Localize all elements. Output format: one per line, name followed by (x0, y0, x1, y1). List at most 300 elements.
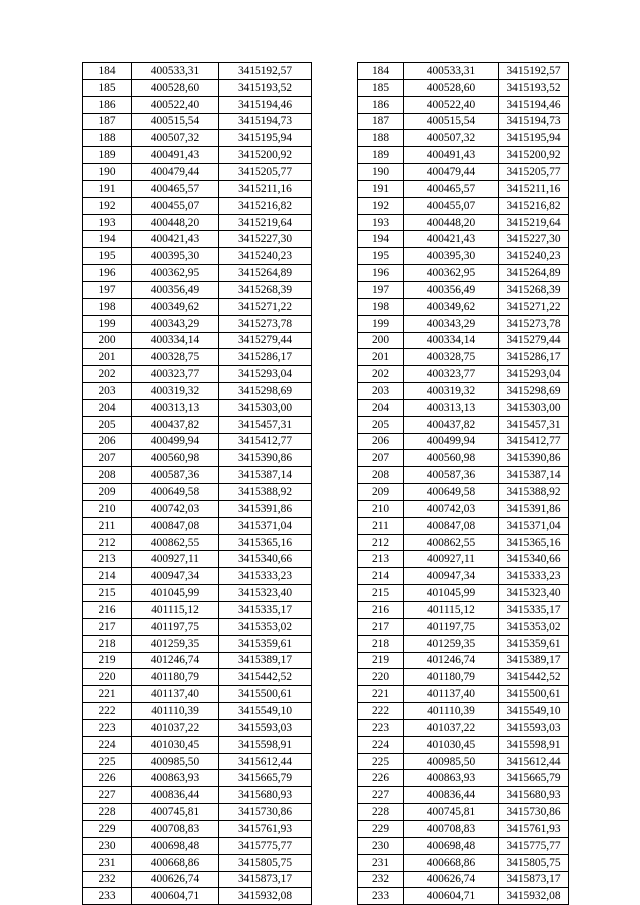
table-row (83, 281, 569, 298)
x-coordinate-cell: 400522,40 (404, 96, 499, 113)
table-row (83, 686, 569, 703)
y-coordinate-cell: 3415240,23 (499, 248, 569, 265)
point-number-cell: 226 (358, 770, 404, 787)
y-coordinate-cell: 3415387,14 (499, 467, 569, 484)
point-number-cell: 233 (83, 888, 132, 905)
gap-cell (312, 164, 358, 181)
gap-cell (312, 79, 358, 96)
y-coordinate-cell: 3415761,93 (499, 820, 569, 837)
x-coordinate-cell: 400448,20 (404, 214, 499, 231)
x-coordinate-cell: 401197,75 (132, 618, 219, 635)
table-row (83, 399, 569, 416)
y-coordinate-cell: 3415371,04 (219, 517, 312, 534)
point-number-cell: 231 (83, 854, 132, 871)
gap-cell (312, 214, 358, 231)
point-number-cell: 216 (83, 602, 132, 619)
x-coordinate-cell: 400626,74 (132, 871, 219, 888)
y-coordinate-cell: 3415387,14 (219, 467, 312, 484)
gap-cell (312, 248, 358, 265)
y-coordinate-cell: 3415200,92 (219, 147, 312, 164)
x-coordinate-cell: 400362,95 (404, 265, 499, 282)
x-coordinate-cell: 400343,29 (404, 315, 499, 332)
x-coordinate-cell: 400863,93 (404, 770, 499, 787)
gap-cell (312, 96, 358, 113)
table-row (83, 753, 569, 770)
x-coordinate-cell: 401259,35 (132, 635, 219, 652)
gap-cell (312, 113, 358, 130)
y-coordinate-cell: 3415391,86 (219, 500, 312, 517)
table-row (83, 433, 569, 450)
point-number-cell: 221 (83, 686, 132, 703)
y-coordinate-cell: 3415227,30 (499, 231, 569, 248)
x-coordinate-cell: 401137,40 (404, 686, 499, 703)
gap-cell (312, 602, 358, 619)
point-number-cell: 220 (83, 669, 132, 686)
point-number-cell: 212 (358, 534, 404, 551)
gap-cell (312, 854, 358, 871)
y-coordinate-cell: 3415932,08 (499, 888, 569, 905)
point-number-cell: 210 (358, 500, 404, 517)
point-number-cell: 201 (83, 349, 132, 366)
x-coordinate-cell: 400985,50 (404, 753, 499, 770)
x-coordinate-cell: 401246,74 (404, 652, 499, 669)
point-number-cell: 199 (83, 315, 132, 332)
y-coordinate-cell: 3415353,02 (219, 618, 312, 635)
x-coordinate-cell: 401180,79 (404, 669, 499, 686)
y-coordinate-cell: 3415680,93 (219, 787, 312, 804)
x-coordinate-cell: 400313,13 (404, 399, 499, 416)
point-number-cell: 208 (358, 467, 404, 484)
table-row (83, 484, 569, 501)
point-number-cell: 225 (83, 753, 132, 770)
table-row (83, 349, 569, 366)
y-coordinate-cell: 3415593,03 (499, 719, 569, 736)
point-number-cell: 199 (358, 315, 404, 332)
point-number-cell: 190 (83, 164, 132, 181)
point-number-cell: 231 (358, 854, 404, 871)
x-coordinate-cell: 400465,57 (404, 180, 499, 197)
y-coordinate-cell: 3415279,44 (499, 332, 569, 349)
x-coordinate-cell: 400863,93 (132, 770, 219, 787)
table-row (83, 265, 569, 282)
y-coordinate-cell: 3415298,69 (499, 383, 569, 400)
y-coordinate-cell: 3415388,92 (219, 484, 312, 501)
x-coordinate-cell: 400533,31 (404, 63, 499, 80)
gap-cell (312, 820, 358, 837)
y-coordinate-cell: 3415775,77 (499, 837, 569, 854)
x-coordinate-cell: 400323,77 (132, 366, 219, 383)
x-coordinate-cell: 400421,43 (132, 231, 219, 248)
x-coordinate-cell: 400708,83 (132, 820, 219, 837)
x-coordinate-cell: 400927,11 (132, 551, 219, 568)
y-coordinate-cell: 3415303,00 (219, 399, 312, 416)
point-number-cell: 206 (83, 433, 132, 450)
gap-cell (312, 635, 358, 652)
gap-cell (312, 804, 358, 821)
y-coordinate-cell: 3415359,61 (219, 635, 312, 652)
gap-cell (312, 315, 358, 332)
point-number-cell: 229 (83, 820, 132, 837)
x-coordinate-cell: 400742,03 (404, 500, 499, 517)
point-number-cell: 226 (83, 770, 132, 787)
gap-cell (312, 652, 358, 669)
y-coordinate-cell: 3415216,82 (499, 197, 569, 214)
y-coordinate-cell: 3415442,52 (499, 669, 569, 686)
y-coordinate-cell: 3415593,03 (219, 719, 312, 736)
point-number-cell: 188 (358, 130, 404, 147)
table-row (83, 164, 569, 181)
gap-cell (312, 753, 358, 770)
y-coordinate-cell: 3415335,17 (499, 602, 569, 619)
table-row (83, 888, 569, 905)
x-coordinate-cell: 400560,98 (404, 450, 499, 467)
y-coordinate-cell: 3415273,78 (219, 315, 312, 332)
table-row (83, 79, 569, 96)
gap-cell (312, 669, 358, 686)
x-coordinate-cell: 401137,40 (132, 686, 219, 703)
table-row (83, 854, 569, 871)
y-coordinate-cell: 3415323,40 (499, 585, 569, 602)
x-coordinate-cell: 400491,43 (404, 147, 499, 164)
point-number-cell: 202 (83, 366, 132, 383)
x-coordinate-cell: 400528,60 (132, 79, 219, 96)
point-number-cell: 200 (358, 332, 404, 349)
point-number-cell: 201 (358, 349, 404, 366)
x-coordinate-cell: 400448,20 (132, 214, 219, 231)
y-coordinate-cell: 3415194,46 (499, 96, 569, 113)
point-number-cell: 185 (358, 79, 404, 96)
y-coordinate-cell: 3415192,57 (219, 63, 312, 80)
point-number-cell: 187 (358, 113, 404, 130)
x-coordinate-cell: 401115,12 (132, 602, 219, 619)
y-coordinate-cell: 3415340,66 (499, 551, 569, 568)
table-row (83, 467, 569, 484)
y-coordinate-cell: 3415273,78 (499, 315, 569, 332)
y-coordinate-cell: 3415873,17 (219, 871, 312, 888)
y-coordinate-cell: 3415264,89 (499, 265, 569, 282)
y-coordinate-cell: 3415442,52 (219, 669, 312, 686)
x-coordinate-cell: 400668,86 (132, 854, 219, 871)
y-coordinate-cell: 3415194,46 (219, 96, 312, 113)
gap-cell (312, 450, 358, 467)
x-coordinate-cell: 400649,58 (132, 484, 219, 501)
x-coordinate-cell: 400499,94 (132, 433, 219, 450)
x-coordinate-cell: 401246,74 (132, 652, 219, 669)
gap-cell (312, 332, 358, 349)
point-number-cell: 230 (83, 837, 132, 854)
point-number-cell: 195 (358, 248, 404, 265)
x-coordinate-cell: 400455,07 (132, 197, 219, 214)
x-coordinate-cell: 400947,34 (132, 568, 219, 585)
point-number-cell: 200 (83, 332, 132, 349)
table-row (83, 298, 569, 315)
point-number-cell: 222 (358, 703, 404, 720)
x-coordinate-cell: 400328,75 (404, 349, 499, 366)
table-row (83, 147, 569, 164)
gap-cell (312, 433, 358, 450)
table-row (83, 366, 569, 383)
x-coordinate-cell: 400698,48 (132, 837, 219, 854)
point-number-cell: 191 (83, 180, 132, 197)
x-coordinate-cell: 400362,95 (132, 265, 219, 282)
x-coordinate-cell: 400742,03 (132, 500, 219, 517)
table-row (83, 197, 569, 214)
y-coordinate-cell: 3415665,79 (499, 770, 569, 787)
y-coordinate-cell: 3415805,75 (219, 854, 312, 871)
y-coordinate-cell: 3415775,77 (219, 837, 312, 854)
x-coordinate-cell: 400455,07 (404, 197, 499, 214)
x-coordinate-cell: 400528,60 (404, 79, 499, 96)
y-coordinate-cell: 3415353,02 (499, 618, 569, 635)
y-coordinate-cell: 3415240,23 (219, 248, 312, 265)
point-number-cell: 207 (358, 450, 404, 467)
point-number-cell: 221 (358, 686, 404, 703)
point-number-cell: 206 (358, 433, 404, 450)
table-row (83, 416, 569, 433)
y-coordinate-cell: 3415193,52 (499, 79, 569, 96)
y-coordinate-cell: 3415549,10 (219, 703, 312, 720)
x-coordinate-cell: 401037,22 (404, 719, 499, 736)
point-number-cell: 211 (83, 517, 132, 534)
gap-cell (312, 871, 358, 888)
y-coordinate-cell: 3415200,92 (499, 147, 569, 164)
x-coordinate-cell: 400479,44 (404, 164, 499, 181)
x-coordinate-cell: 400437,82 (404, 416, 499, 433)
table-row (83, 517, 569, 534)
y-coordinate-cell: 3415286,17 (219, 349, 312, 366)
table-row (83, 248, 569, 265)
gap-cell (312, 399, 358, 416)
gap-cell (312, 703, 358, 720)
point-number-cell: 209 (83, 484, 132, 501)
point-number-cell: 230 (358, 837, 404, 854)
x-coordinate-cell: 400334,14 (132, 332, 219, 349)
point-number-cell: 205 (358, 416, 404, 433)
table-row (83, 383, 569, 400)
gap-cell (312, 500, 358, 517)
table-row (83, 332, 569, 349)
y-coordinate-cell: 3415271,22 (219, 298, 312, 315)
gap-cell (312, 467, 358, 484)
point-number-cell: 232 (83, 871, 132, 888)
gap-cell (312, 180, 358, 197)
y-coordinate-cell: 3415730,86 (499, 804, 569, 821)
y-coordinate-cell: 3415500,61 (499, 686, 569, 703)
y-coordinate-cell: 3415457,31 (219, 416, 312, 433)
gap-cell (312, 585, 358, 602)
x-coordinate-cell: 400465,57 (132, 180, 219, 197)
table-row (83, 214, 569, 231)
y-coordinate-cell: 3415211,16 (499, 180, 569, 197)
point-number-cell: 190 (358, 164, 404, 181)
y-coordinate-cell: 3415365,16 (499, 534, 569, 551)
point-number-cell: 202 (358, 366, 404, 383)
y-coordinate-cell: 3415219,64 (499, 214, 569, 231)
x-coordinate-cell: 400745,81 (404, 804, 499, 821)
point-number-cell: 219 (83, 652, 132, 669)
y-coordinate-cell: 3415359,61 (499, 635, 569, 652)
gap-cell (312, 383, 358, 400)
point-number-cell: 187 (83, 113, 132, 130)
table-row (83, 787, 569, 804)
table-row (83, 703, 569, 720)
table-row (83, 180, 569, 197)
table-body (83, 63, 569, 905)
x-coordinate-cell: 400836,44 (132, 787, 219, 804)
point-number-cell: 197 (358, 281, 404, 298)
point-number-cell: 207 (83, 450, 132, 467)
y-coordinate-cell: 3415390,86 (499, 450, 569, 467)
y-coordinate-cell: 3415293,04 (219, 366, 312, 383)
y-coordinate-cell: 3415805,75 (499, 854, 569, 871)
y-coordinate-cell: 3415333,23 (499, 568, 569, 585)
point-number-cell: 196 (83, 265, 132, 282)
point-number-cell: 184 (358, 63, 404, 80)
point-number-cell: 186 (358, 96, 404, 113)
y-coordinate-cell: 3415195,94 (219, 130, 312, 147)
point-number-cell: 229 (358, 820, 404, 837)
point-number-cell: 208 (83, 467, 132, 484)
point-number-cell: 217 (83, 618, 132, 635)
x-coordinate-cell: 400356,49 (404, 281, 499, 298)
table-row (83, 871, 569, 888)
point-number-cell: 192 (83, 197, 132, 214)
point-number-cell: 218 (358, 635, 404, 652)
point-number-cell: 195 (83, 248, 132, 265)
x-coordinate-cell: 401030,45 (132, 736, 219, 753)
table-row (83, 635, 569, 652)
y-coordinate-cell: 3415412,77 (499, 433, 569, 450)
x-coordinate-cell: 401180,79 (132, 669, 219, 686)
x-coordinate-cell: 400862,55 (132, 534, 219, 551)
point-number-cell: 193 (83, 214, 132, 231)
y-coordinate-cell: 3415216,82 (219, 197, 312, 214)
point-number-cell: 198 (83, 298, 132, 315)
x-coordinate-cell: 400491,43 (132, 147, 219, 164)
y-coordinate-cell: 3415335,17 (219, 602, 312, 619)
point-number-cell: 223 (358, 719, 404, 736)
table-row (83, 837, 569, 854)
gap-cell (312, 197, 358, 214)
table-row (83, 602, 569, 619)
y-coordinate-cell: 3415303,00 (499, 399, 569, 416)
y-coordinate-cell: 3415457,31 (499, 416, 569, 433)
gap-cell (312, 281, 358, 298)
table-row (83, 500, 569, 517)
y-coordinate-cell: 3415195,94 (499, 130, 569, 147)
point-number-cell: 217 (358, 618, 404, 635)
table-row (83, 96, 569, 113)
point-number-cell: 203 (83, 383, 132, 400)
y-coordinate-cell: 3415598,91 (219, 736, 312, 753)
x-coordinate-cell: 401030,45 (404, 736, 499, 753)
x-coordinate-cell: 401045,99 (132, 585, 219, 602)
y-coordinate-cell: 3415761,93 (219, 820, 312, 837)
point-number-cell: 224 (83, 736, 132, 753)
x-coordinate-cell: 400836,44 (404, 787, 499, 804)
y-coordinate-cell: 3415612,44 (219, 753, 312, 770)
y-coordinate-cell: 3415612,44 (499, 753, 569, 770)
gap-cell (312, 837, 358, 854)
gap-cell (312, 551, 358, 568)
gap-cell (312, 366, 358, 383)
point-number-cell: 212 (83, 534, 132, 551)
gap-cell (312, 147, 358, 164)
gap-cell (312, 719, 358, 736)
gap-cell (312, 686, 358, 703)
x-coordinate-cell: 400708,83 (404, 820, 499, 837)
point-number-cell: 213 (83, 551, 132, 568)
y-coordinate-cell: 3415665,79 (219, 770, 312, 787)
gap-cell (312, 517, 358, 534)
table-row (83, 804, 569, 821)
point-number-cell: 210 (83, 500, 132, 517)
x-coordinate-cell: 400356,49 (132, 281, 219, 298)
point-number-cell: 213 (358, 551, 404, 568)
gap-cell (312, 298, 358, 315)
y-coordinate-cell: 3415298,69 (219, 383, 312, 400)
x-coordinate-cell: 400626,74 (404, 871, 499, 888)
y-coordinate-cell: 3415268,39 (499, 281, 569, 298)
gap-cell (312, 888, 358, 905)
gap-cell (312, 736, 358, 753)
point-number-cell: 222 (83, 703, 132, 720)
x-coordinate-cell: 400437,82 (132, 416, 219, 433)
y-coordinate-cell: 3415388,92 (499, 484, 569, 501)
table-row (83, 113, 569, 130)
gap-cell (312, 618, 358, 635)
x-coordinate-cell: 400533,31 (132, 63, 219, 80)
y-coordinate-cell: 3415500,61 (219, 686, 312, 703)
x-coordinate-cell: 400847,08 (132, 517, 219, 534)
x-coordinate-cell: 400343,29 (132, 315, 219, 332)
x-coordinate-cell: 400507,32 (132, 130, 219, 147)
x-coordinate-cell: 400862,55 (404, 534, 499, 551)
point-number-cell: 216 (358, 602, 404, 619)
y-coordinate-cell: 3415390,86 (219, 450, 312, 467)
x-coordinate-cell: 400499,94 (404, 433, 499, 450)
point-number-cell: 193 (358, 214, 404, 231)
x-coordinate-cell: 401110,39 (404, 703, 499, 720)
y-coordinate-cell: 3415365,16 (219, 534, 312, 551)
table-row (83, 568, 569, 585)
x-coordinate-cell: 400745,81 (132, 804, 219, 821)
x-coordinate-cell: 400515,54 (132, 113, 219, 130)
point-number-cell: 211 (358, 517, 404, 534)
x-coordinate-cell: 400395,30 (404, 248, 499, 265)
point-number-cell: 189 (358, 147, 404, 164)
y-coordinate-cell: 3415268,39 (219, 281, 312, 298)
x-coordinate-cell: 400985,50 (132, 753, 219, 770)
x-coordinate-cell: 400328,75 (132, 349, 219, 366)
x-coordinate-cell: 400507,32 (404, 130, 499, 147)
y-coordinate-cell: 3415194,73 (499, 113, 569, 130)
x-coordinate-cell: 400395,30 (132, 248, 219, 265)
y-coordinate-cell: 3415323,40 (219, 585, 312, 602)
point-number-cell: 203 (358, 383, 404, 400)
point-number-cell: 223 (83, 719, 132, 736)
point-number-cell: 189 (83, 147, 132, 164)
y-coordinate-cell: 3415264,89 (219, 265, 312, 282)
point-number-cell: 192 (358, 197, 404, 214)
y-coordinate-cell: 3415333,23 (219, 568, 312, 585)
gap-cell (312, 265, 358, 282)
y-coordinate-cell: 3415293,04 (499, 366, 569, 383)
x-coordinate-cell: 400560,98 (132, 450, 219, 467)
x-coordinate-cell: 401110,39 (132, 703, 219, 720)
x-coordinate-cell: 401197,75 (404, 618, 499, 635)
point-number-cell: 191 (358, 180, 404, 197)
